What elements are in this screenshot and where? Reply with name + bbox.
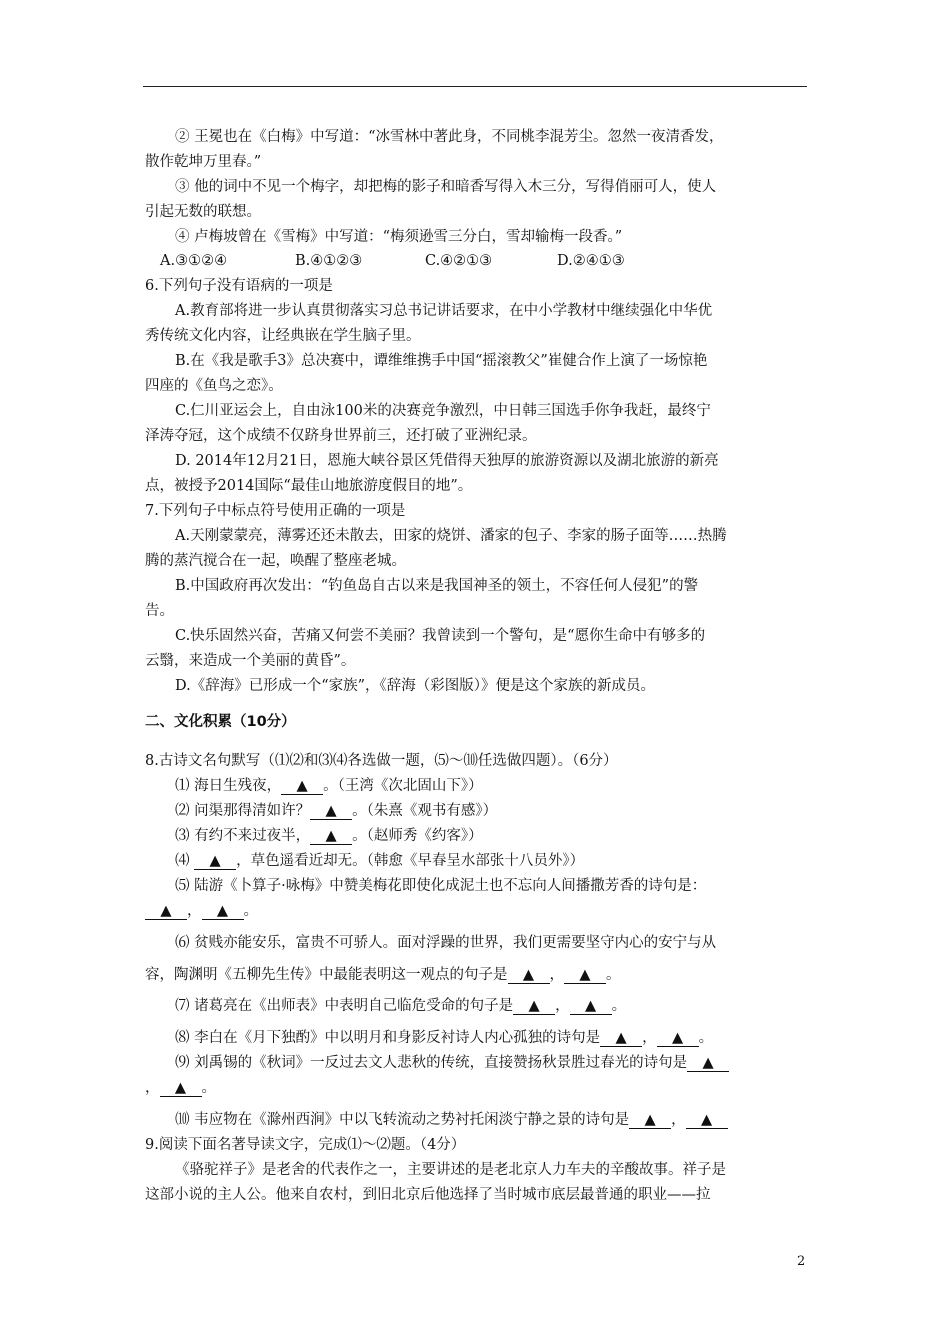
q8-item-2 [175, 801, 497, 821]
q8-4-suffix: ，草色遥看近却无。（韩愈《早春呈水部张十八员外》） [236, 853, 585, 869]
period: 。 [698, 1030, 714, 1046]
item-2-line1: ② 王冕也在《白梅》中写道：“冰雪林中著此身，不同桃李混芳尘。忽然一夜清香发， [175, 129, 724, 145]
q8-item-5-line2 [145, 901, 258, 921]
q7-c-line2: 云翳，来造成一个美丽的黄昏”。 [145, 653, 356, 669]
answer-blank[interactable]: ▲ [564, 967, 606, 984]
q8-2-prefix: ⑵ 问渠那得清如许？ [175, 803, 311, 819]
item-3-line2: 引起无数的联想。 [145, 204, 261, 220]
q8-1-prefix: ⑴ 海日生残夜， [175, 778, 282, 794]
q8-4-prefix: ⑷ [175, 853, 195, 869]
answer-blank[interactable]: ▲ [145, 903, 187, 920]
q6-a-line1: A.教育部将进一步认真贯彻落实习总书记讲话要求，在中小学教材中继续强化中华优 [175, 303, 713, 319]
q8-3-suffix: 。（赵师秀《约客》） [352, 828, 483, 844]
answer-blank[interactable]: ▲ [687, 1055, 729, 1072]
page-number: 2 [797, 1254, 806, 1269]
q5-options [160, 251, 692, 271]
q8-stem: 8.古诗文名句默写（⑴⑵和⑶⑷各选做一题，⑸～⑽任选做四题）。（6分） [145, 753, 618, 769]
section-2-heading: 二、文化积累（10分） [145, 714, 296, 730]
q8-10-text: ⑽ 韦应物在《滁州西涧》中以飞转流动之势衬托闲淡宁静之景的诗句是 [175, 1112, 630, 1128]
comma: ， [642, 1030, 657, 1046]
q8-item-7 [175, 996, 626, 1016]
q8-item-6-line2 [145, 965, 621, 985]
q7-d-line: D.《辞海》已形成一个“家族”，《辞海（彩图版）》便是这个家族的新成员。 [175, 678, 656, 694]
answer-blank[interactable]: ▲ [202, 903, 244, 920]
period: 。 [611, 998, 627, 1014]
comma: ， [555, 998, 570, 1014]
q8-3-prefix: ⑶ 有约不来过夜半， [175, 828, 311, 844]
q8-7-text: ⑺ 诸葛亮在《出师表》中表明自己临危受命的句子是 [175, 998, 514, 1014]
answer-blank[interactable]: ▲ [686, 1112, 728, 1129]
q8-item-1 [175, 776, 483, 796]
q5-option-d: D.②④①③ [557, 253, 625, 269]
q7-b-line2: 告。 [145, 603, 174, 619]
q7-a-line2: 腾的蒸汽搅合在一起，唤醒了整座老城。 [145, 553, 406, 569]
answer-blank[interactable]: ▲ [508, 967, 550, 984]
answer-blank[interactable]: ▲ [281, 778, 323, 795]
comma: ， [671, 1112, 686, 1128]
q8-6-text: 容，陶渊明《五柳先生传》中最能表明这一观点的句子是 [145, 967, 508, 983]
q8-item-9-line2 [145, 1078, 216, 1098]
q5-option-c: C.④②①③ [425, 253, 493, 269]
q7-a-line1: A.天刚蒙蒙亮，薄雾还还未散去，田家的烧饼、潘家的包子、李家的肠子面等……热腾 [175, 528, 727, 544]
comma: ， [549, 967, 564, 983]
q6-c-line1: C.仁川亚运会上，自由泳100米的决赛竞争激烈，中日韩三国选手你争我赶，最终宁 [175, 403, 711, 419]
passage-line2: 这部小说的主人公。他来自农村，到旧北京后他选择了当时城市底层最普通的职业——拉 [145, 1187, 711, 1203]
q6-d-line2: 点，被授予2014国际“最佳山地旅游度假目的地”。 [145, 478, 473, 494]
q8-item-9-line1 [175, 1053, 729, 1073]
q8-2-suffix: 。（朱熹《观书有感》） [352, 803, 498, 819]
answer-blank[interactable]: ▲ [310, 803, 352, 820]
q6-c-line2: 泽涛夺冠，这个成绩不仅跻身世界前三，还打破了亚洲纪录。 [145, 428, 537, 444]
period: 。 [201, 1080, 216, 1096]
item-2-line2: 散作乾坤万里春。” [145, 154, 262, 170]
q6-a-line2: 秀传统文化内容，让经典嵌在学生脑子里。 [145, 328, 421, 344]
q8-1-suffix: 。（王湾《次北固山下》） [323, 778, 483, 794]
answer-blank[interactable]: ▲ [310, 828, 352, 845]
period: 。 [243, 903, 258, 919]
q6-b-line2: 四座的《鱼鸟之恋》。 [145, 378, 283, 394]
answer-blank[interactable]: ▲ [657, 1030, 699, 1047]
period: 。 [606, 967, 621, 983]
q5-option-a: A.③①②④ [160, 253, 228, 269]
item-4-line: ④ 卢梅坡曾在《雪梅》中写道：“梅须逊雪三分白，雪却输梅一段香。” [175, 229, 623, 245]
q8-item-3 [175, 826, 483, 846]
q8-item-8 [175, 1028, 713, 1048]
header-rule [143, 86, 807, 87]
passage-line1: 《骆驼祥子》是老舍的代表作之一，主要讲述的是老北京人力车夫的辛酸故事。祥子是 [175, 1162, 726, 1178]
answer-blank[interactable]: ▲ [160, 1080, 202, 1097]
q8-item-10 [175, 1110, 728, 1130]
q5-option-b: B.④①②③ [295, 253, 363, 269]
q8-item-5-line1: ⑸ 陆游《卜算子·咏梅》中赞美梅花即使化成泥土也不忘向人间播撒芳香的诗句是： [175, 878, 707, 894]
comma: ， [145, 1080, 160, 1096]
q8-item-6-line1: ⑹ 贫贱亦能安乐，富贵不可骄人。面对浮躁的世界，我们更需要坚守内心的安宁与从 [175, 935, 717, 951]
q6-d-line1: D. 2014年12月21日，恩施大峡谷景区凭借得天独厚的旅游资源以及湖北旅游的新亮 [175, 453, 719, 469]
comma: ， [187, 903, 202, 919]
q6-stem: 6.下列句子没有语病的一项是 [145, 278, 333, 294]
answer-blank[interactable]: ▲ [570, 998, 612, 1015]
q7-b-line1: B.中国政府再次发出：“钓鱼岛自古以来是我国神圣的领土，不容任何人侵犯”的警 [175, 578, 699, 594]
q8-item-4 [175, 851, 584, 871]
q6-b-line1: B.在《我是歌手3》总决赛中，谭维维携手中国“摇滚教父”崔健合作上演了一场惊艳 [175, 353, 708, 369]
item-3-line1: ③ 他的词中不见一个梅字，却把梅的影子和暗香写得入木三分，写得俏丽可人，使人 [175, 179, 717, 195]
q7-stem: 7.下列句子中标点符号使用正确的一项是 [145, 503, 406, 519]
answer-blank[interactable]: ▲ [600, 1030, 642, 1047]
answer-blank[interactable]: ▲ [629, 1112, 671, 1129]
q9-stem: 9.阅读下面名著导读文字，完成⑴～⑵题。（4分） [145, 1137, 466, 1153]
q8-8-text: ⑻ 李白在《月下独酌》中以明月和身影反衬诗人内心孤独的诗句是 [175, 1030, 601, 1046]
answer-blank[interactable]: ▲ [513, 998, 555, 1015]
q8-9-text: ⑼ 刘禹锡的《秋词》一反过去文人悲秋的传统，直接赞扬秋景胜过春光的诗句是 [175, 1055, 688, 1071]
answer-blank[interactable]: ▲ [194, 853, 236, 870]
q7-c-line1: C.快乐固然兴奋，苦痛又何尝不美丽？我曾读到一个警句，是“愿你生命中有够多的 [175, 628, 706, 644]
